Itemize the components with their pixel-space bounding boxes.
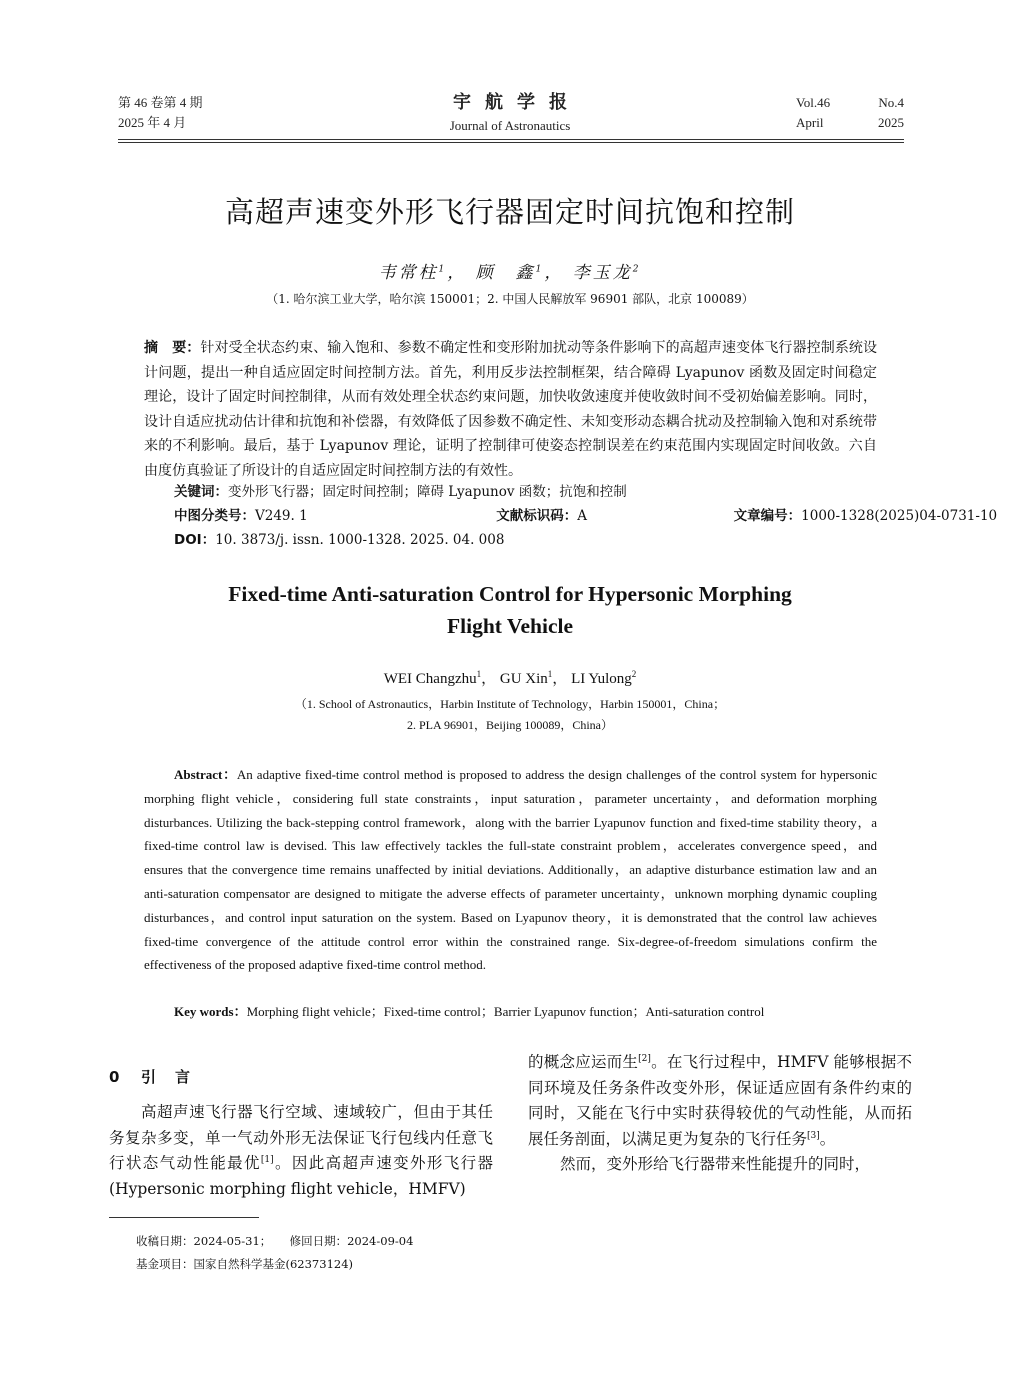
author-affil-mark: 1 [535, 264, 545, 275]
revised-label: 修回日期： [289, 1234, 348, 1248]
journal-name-cn: 宇航学报 [453, 92, 581, 113]
citation-mark: [2] [638, 1053, 651, 1064]
month-en: April [796, 115, 824, 130]
article-number-value: 1000-1328(2025)04-0731-10 [801, 508, 998, 524]
author-affil-mark: 1 [547, 669, 553, 679]
date-cn: 2025 年 4 月 [118, 115, 187, 130]
affiliation-cn: （1. 哈尔滨工业大学，哈尔滨 150001；2. 中国人民解放军 96901 部队，北京 100089） [266, 292, 754, 306]
body-text: 。在飞行过程中，HMFV 能够根据不同环境及任务条件改变外形，保证适应固有条件约束的同时，又能在飞行中实时获得较优的气动性能，从而拓展任务剖面，以满足更为复杂的飞行任务 [528, 1053, 912, 1148]
fund-label: 基金项目： [136, 1257, 194, 1271]
doi-value: 10. 3873/j. issn. 1000-1328. 2025. 04. 008 [215, 532, 505, 548]
abstract-label-cn: 摘 要： [144, 340, 201, 356]
affiliation-en-line1: （1. School of Astronautics，Harbin Institute of Technology，Harbin 150001，China； [294, 697, 726, 711]
citation-mark: [1] [260, 1154, 274, 1165]
author-name: 韦常柱 [378, 263, 439, 283]
author-separator: ， [481, 671, 497, 687]
citation-mark: [3] [807, 1130, 820, 1141]
footnote-funding [136, 1256, 536, 1272]
revised-value: 2024-09-04 [347, 1234, 414, 1248]
body-column-right [528, 1050, 912, 1178]
author-separator: ， [544, 263, 565, 283]
journal-name-en: Journal of Astronautics [449, 118, 571, 133]
section-heading [109, 1066, 192, 1087]
journal-issue-info-en [796, 93, 904, 133]
body-column-left [109, 1100, 493, 1202]
footnote-rule [109, 1217, 259, 1218]
keywords-text-en: Morphing flight vehicle；Fixed-time control；Barrier Lyapunov function；Anti-saturation control [246, 1004, 765, 1019]
section-number: 0 [109, 1068, 122, 1086]
classification-line [174, 504, 998, 524]
article-number-label: 文章编号： [733, 508, 802, 524]
body-text: 的概念应运而生 [528, 1053, 639, 1071]
footnote-dates [136, 1233, 536, 1249]
body-text: 高超声速飞行器飞行空域、速域较广，但由于其任务复杂多变，单一气动外形无法保证飞行包线内任意飞行状态气动性能最优 [109, 1103, 493, 1172]
fund-value: 国家自然科学基金(62373124) [193, 1257, 354, 1271]
paper-title-en-line1: Fixed-time Anti-saturation Control for Hypersonic Morphing [228, 582, 792, 606]
header-rule-top [118, 139, 904, 140]
author-name: 顾 鑫 [475, 263, 536, 283]
journal-masthead [300, 88, 720, 134]
doi-label: DOI： [174, 532, 216, 548]
paper-title-cn: 高超声速变外形飞行器固定时间抗饱和控制 [224, 195, 795, 229]
author-affil-mark: 2 [631, 669, 637, 679]
paper-title-en-line2: Flight Vehicle [446, 614, 574, 638]
keywords-cn [174, 480, 894, 500]
affiliation-en [100, 694, 920, 736]
paper-title-en [100, 578, 920, 642]
received-value: 2024-05-31； [193, 1234, 272, 1248]
section-title: 引 言 [141, 1068, 193, 1086]
issue-en: No.4 [878, 95, 904, 110]
abstract-text-cn: 针对受全状态约束、输入饱和、参数不确定性和变形附加扰动等条件影响下的高超声速变体飞行器控制系统设计问题，提出一种自适应固定时间控制方法。首先，利用反步法控制框架，结合障碍 Lyapunov 函数及固定时间稳定理论，设计了固定时间控制律，从而有效处理全状态约束问题，加快收敛速度并使收敛时间不受初始偏差影响。同时，设计自适应扰动估计律和抗饱和补偿器，有效降低了因参数不确定性、未知变形动态耦合扰动及控制输入饱和对系统带来的不利影响。最后，基于 Lyapunov 理论，证明了控制律可使姿态控制误差在约束范围内实现固定时间收敛。六自由度仿真验证了所设计的自适应固定时间控制方法的有效性。 [144, 340, 878, 479]
abstract-label-en: Abstract： [174, 767, 237, 782]
keywords-label-en: Key words： [174, 1004, 247, 1019]
author-affil-mark: 2 [632, 264, 642, 275]
journal-issue-info [118, 93, 203, 133]
body-paragraph [528, 1050, 912, 1152]
doc-code-label: 文献标识码： [496, 508, 578, 524]
volume-en: Vol.46 [796, 95, 831, 110]
body-paragraph: 然而，变外形给飞行器带来性能提升的同时， [560, 1155, 871, 1173]
authors-en [100, 667, 920, 688]
author-name: WEI Changzhu [383, 671, 477, 687]
received-label: 收稿日期： [136, 1234, 194, 1248]
author-separator: ， [447, 263, 468, 283]
volume-issue-cn: 第 46 卷第 4 期 [118, 95, 203, 110]
header-rule-bottom [118, 142, 904, 143]
author-name: 李玉龙 [572, 263, 633, 283]
body-text: 。 [819, 1129, 836, 1148]
doi-line [174, 528, 894, 548]
author-affil-mark: 1 [476, 669, 482, 679]
affiliation-en-line2: 2. PLA 96901，Beijing 100089，China） [406, 718, 613, 732]
abstract-en [144, 763, 877, 977]
keywords-label-cn: 关键词： [174, 484, 228, 500]
clc-label: 中图分类号： [174, 508, 255, 524]
abstract-text-en: An adaptive fixed-time control method is proposed to address the design challenges of the control system for hypersonic morphing flight vehicle，considering full state constraints，input saturation，parameter uncertainty，and deformation morphing disturbances. Utilizing the back-stepping control framework，along with the barrier Lyapunov function and fixed-time stability theory，a fixed-time control law is devised. This law effectively tackles the full-state constraint problem，accelerates convergence speed，and ensures that the convergence time remains unaffected by initial deviations. Additionally，an adaptive disturbance estimation law and an anti-saturation compensator are designed to mitigate the adverse effects of parameter uncertainty，unknown morphing dynamic coupling disturbances，and control input saturation on the system. Based on Lyapunov theory，it is demonstrated that the control law achieves fixed-time convergence of the attitude control error within the constrained range. Six-degree-of-freedom simulations confirm the effectiveness of the proposed adaptive fixed-time control method. [144, 767, 877, 973]
authors-cn [60, 258, 960, 283]
body-text: 。因此高超声速变外形飞行器(Hypersonic morphing flight vehicle，HMFV) [109, 1154, 493, 1198]
author-name: GU Xin [499, 671, 548, 687]
abstract-cn [144, 336, 877, 483]
author-name: LI Yulong [571, 671, 632, 687]
clc-value: V249. 1 [255, 508, 308, 524]
author-separator: ， [552, 671, 568, 687]
author-affil-mark: 1 [438, 264, 448, 275]
doc-code-value: A [577, 508, 588, 524]
keywords-text-cn: 变外形飞行器；固定时间控制；障碍 Lyapunov 函数；抗饱和控制 [228, 484, 627, 500]
keywords-en [174, 1001, 894, 1020]
year-en: 2025 [878, 115, 904, 130]
